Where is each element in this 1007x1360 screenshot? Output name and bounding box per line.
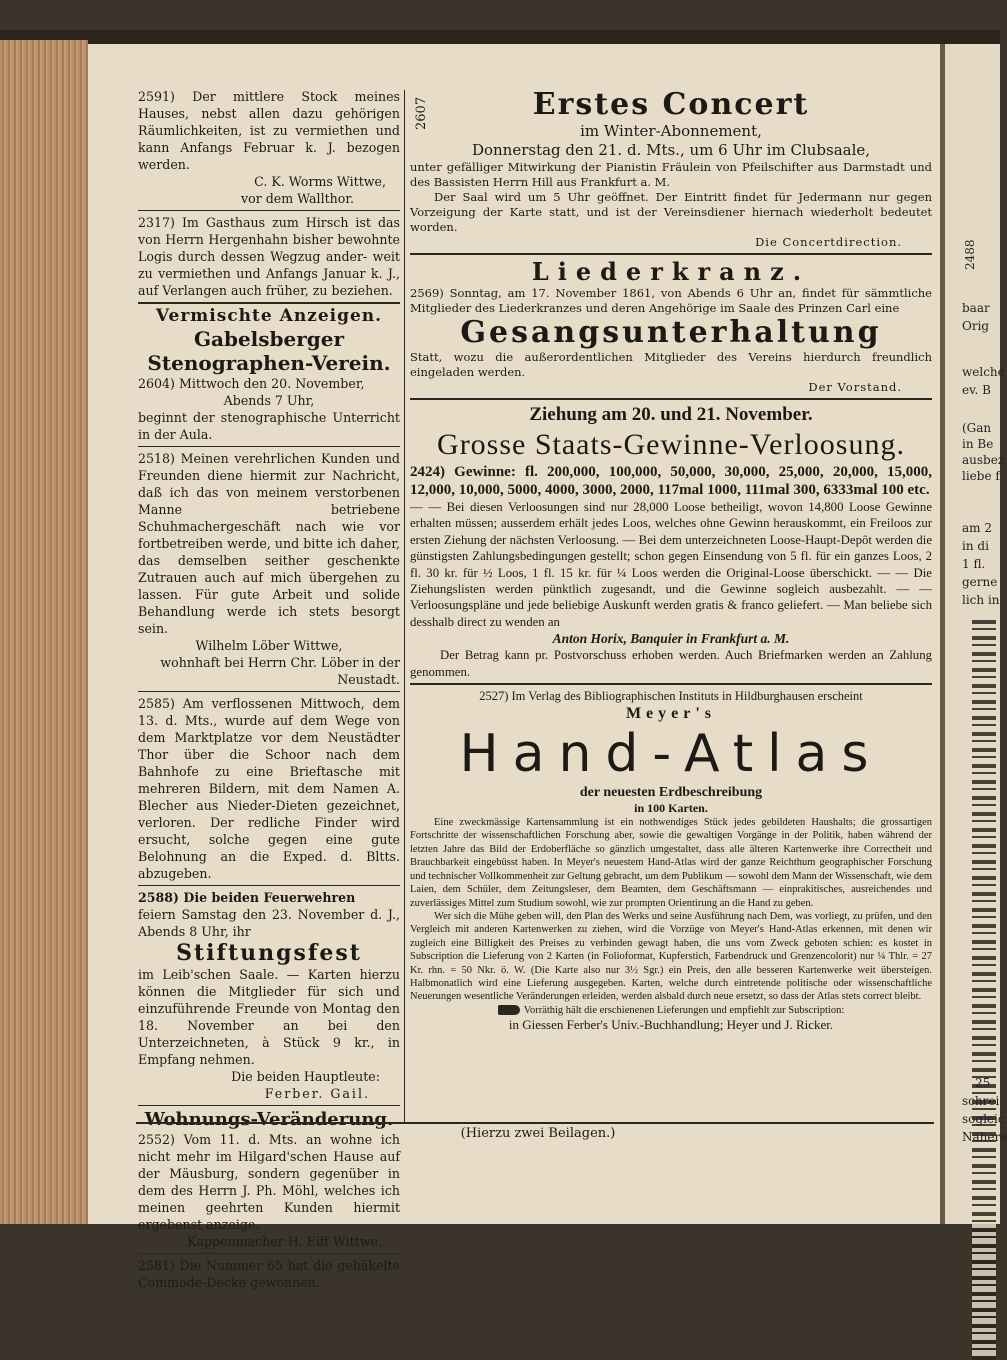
sliver-line: 1 fl. (962, 557, 986, 571)
ad-2604 (138, 375, 400, 443)
ad-signature: Wilhelm Löber Wittwe, (195, 638, 343, 653)
event-title: Gesangsunterhaltung (460, 315, 882, 350)
lottery-heading: Ziehung am 20. und 21. November. (529, 404, 813, 425)
ad-signature: Die Concertdirection. (755, 235, 902, 249)
ad-text (410, 1004, 932, 1017)
ad-text: in Giessen Ferber's Univ.-Buchhandlung; Heyer und J. Ricker. (508, 1017, 834, 1033)
lottery-title: Grosse Staats-Gewinne-Verloosung. (437, 428, 905, 461)
ad-signature: C. K. Worms Wittwe, (254, 174, 386, 189)
ad-text: — — Bei diesen Verloosungen sind nur 28,000 Loose betheiligt, wovon 14,800 Loose Gewinne erhalten müssen; ausserdem erhält jedes Loos, welches ohne Gewinn herauskommt, ein Freiloos zur ersten Ziehung der nächsten Verloosung. — Bei dem unterzeichneten Loose-Haupt-Depôt werden die günstigsten Zahlungsbedingungen gestellt; schon gegen Einsendung von 5 fl. für ein ganzes Loos, 2 fl. 30 kr. für ½ Loos, 1 fl. 15 kr. für ¼ Loos werden die Original-Loose überschickt. — — Die Ziehungslisten werden pünktlich zugesandt, und die Gewinne sogleich ausbezahlt. — — Verloosungspläne und jede beliebige Auskunft werden gratis & franco geliefert. — Man beliebe sich desshalb direct zu wenden an (410, 500, 932, 629)
page-footer: (Hierzu zwei Beilagen.) (460, 1126, 616, 1141)
page-number: 2607 (414, 96, 429, 130)
divider (138, 1253, 400, 1254)
ad-signature: Kappenmacher H. Eiff Wittwe. (187, 1234, 382, 1249)
ad-signature: Anton Horix, Banquier in Frankfurt a. M. (552, 631, 790, 647)
ad-text: 2317) Im Gasthaus zum Hirsch ist das von Herrn Hergenhahn bisher bewohnte Logis durch dessen Wegzug ander- weit zu vermiethen und Anfangs Januar k. J., auf Verlangen auch früher, zu beziehen. (138, 215, 400, 298)
atlas-subtitle: der neuesten Erdbeschreibung (579, 785, 763, 801)
left-column (138, 88, 400, 1291)
section-heading: Wohnungs-Veränderung. (144, 1109, 394, 1130)
liederkranz-ad (410, 258, 932, 395)
ad-text: Der Saal wird um 5 Uhr geöffnet. Der Eintritt findet für Jedermann nur gegen Vorzeigung der Karte statt, und ist der Vereinsdiener hiernach wiederholt bedeutet worden. (410, 190, 932, 234)
sliver-line: lich in (962, 593, 1000, 607)
ad-text: feiern Samstag den 23. November d. J., Abends 8 Uhr, ihr (138, 907, 400, 939)
book-page-edges (0, 40, 88, 1224)
decorative-border-ornament (972, 620, 996, 1360)
ad-text: Der Betrag kann pr. Postvorschuss erhoben werden. Auch Briefmarken werden an Zahlung genommen. (410, 648, 932, 679)
ad-signature: vor dem Wallthor. (241, 191, 354, 206)
sliver-line: am 2 (962, 521, 992, 535)
concert-subtitle: im Winter-Abonnement, (580, 122, 762, 140)
ad-text: im Leib'schen Saale. — Karten hierzu können die Mitglieder für sich und einzuführende Freunde von Montag den 18. November an bei den Unterzeichneten, à Stück 9 kr., in Empfang nehmen. (138, 967, 400, 1067)
section-heading: Vermischte Anzeigen. (155, 306, 383, 326)
ad-signature: Die beiden Hauptleute: (231, 1069, 380, 1084)
org-name: Gabelsberger (193, 327, 345, 351)
sliver-line: gerne (962, 575, 998, 589)
ad-text: 2591) Der mittlere Stock meines Hauses, nebst allen dazu gehörigen Räumlichkeiten, ist zu vermiethen und kann Anfangs Februar k. J. bezogen werden. (138, 89, 400, 172)
lottery-prizes: 2424) Gewinne: fl. 200,000, 100,000, 50,000, 30,000, 25,000, 20,000, 15,000, 12,000, 10,000, 5000, 4000, 3000, 2000, 117mal 1000, 111mal 300, 6333mal 100 etc. (410, 464, 932, 498)
sliver-line: sogleic (962, 1112, 1005, 1126)
ad-signature: Der Vorstand. (808, 380, 902, 394)
ad-text: Wer sich die Mühe geben will, den Plan des Werks und seine Ausführung nach Dem, was vorliegt, zu prüfen, und den Vergleich mit anderen Kartenwerken zu ziehen, wird die Vorzüge von Meyer's Hand-Atlas erkennen, mit denen wir zugleich eine Billigkeit des Preises zu verbinden gewagt haben, die uns vom Zweck geboten schien: es kostet in Subscription die Lieferung von 2 Karten (in Folioformat, Kupferstich, Farbendruck und Grenzencolorit) nur ¼ Thlr. = 27 Kr. rhn. = 50 Nkr. ö. W. (Die Karte also nur 3½ Sgr.) ein Preis, den alle besseren Kartenwerke weit übersteigen. Halbmonatlich wird eine Lieferung ausgegeben. Karten, welche durch eintretende politische oder wissenschaftliche Neuerungen wesentliche Veränderungen erleiden, werden alsbald durch neue ersetzt, so dass der Atlas stets correct bleibt. (410, 910, 932, 1003)
ad-text: unter gefälliger Mitwirkung der Pianistin Fräulein von Pfeilschifter aus Darmstadt und des Bassisten Herrn Hill aus Frankfurt a. M. (410, 160, 932, 189)
divider (138, 691, 400, 692)
ad-text: 2588) Die beiden Feuerwehren (138, 890, 356, 905)
ad-signature: wohnhaft bei Herrn Chr. Löber in der Neustadt. (160, 655, 400, 687)
atlas-subtitle: in 100 Karten. (634, 801, 708, 816)
ad-2581 (138, 1257, 400, 1291)
ad-2518 (138, 450, 400, 688)
sliver-line: in Be (962, 437, 994, 451)
ad-text: 2604) Mittwoch den 20. November, (138, 376, 365, 391)
ad-text: Statt, wozu die außerordentlichen Mitglieder des Vereins hierdurch freundlich eingeladen werden. (410, 350, 932, 379)
right-column (410, 88, 932, 1033)
sliver-line: welche (962, 365, 1005, 379)
ad-text: 2569) Sonntag, am 17. November 1861, von Abends 6 Uhr an, findet für sämmtliche Mitglieder des Liederkranzes und deren Angehörige im Saale des Prinzen Carl eine (410, 286, 932, 315)
ad-text: beginnt der stenographische Unterricht in der Aula. (138, 410, 400, 442)
ad-2588 (138, 889, 400, 1102)
ad-2317 (138, 214, 400, 299)
ad-2552 (138, 1131, 400, 1250)
sliver-line: ausbez (962, 453, 1005, 467)
sliver-line: liebe f (962, 469, 1000, 483)
divider (410, 683, 932, 685)
divider (138, 1105, 400, 1106)
ad-text: Vorräthig hält die erschienenen Lieferungen und empfiehlt zur Subscription: (523, 1004, 845, 1016)
column-divider (404, 90, 405, 1123)
ad-text: 2552) Vom 11. d. Mts. an wohne ich nicht mehr im Hilgard'schen Hause auf der Mäusburg, sondern gegenüber in dem des Herrn J. Ph. Möhl, welches ich meinen geehrten Kunden hiermit ergebenst anzeige. (138, 1132, 400, 1232)
divider (136, 1122, 934, 1124)
sliver-line: schrei (962, 1094, 1000, 1108)
adjacent-page-number: 2488 (963, 239, 977, 270)
ad-signature: Ferber. Gail. (264, 1086, 370, 1101)
sliver-line: Nähere (962, 1130, 1007, 1144)
concert-title: Erstes Concert (532, 87, 810, 122)
event-title: Stiftungsfest (176, 940, 362, 966)
sliver-line: ev. B (962, 383, 991, 397)
ad-text: 2527) Im Verlag des Bibliographischen Instituts in Hildburghausen erscheint (479, 689, 863, 704)
concert-ad (410, 88, 932, 250)
liederkranz-title: Liederkranz. (531, 257, 811, 286)
atlas-ad (410, 688, 932, 1033)
ad-text: 2585) Am verflossenen Mittwoch, dem 13. d. Mts., wurde auf dem Wege von dem Marktplatze vor dem Neustädter Thor über die Schoor nach dem Bahnhofe zu eine Brieftasche mit mehreren Bildern, mit dem Namen A. Blecher aus Nieder-Dieten gezeichnet, verloren. Der redliche Finder wird ersucht, solche gegen eine gute Belohnung an die Exped. d. Bltts. abzugeben. (138, 696, 400, 881)
ad-text: 2581) Die Nummer 65 hat die gehäkelte Commode-Decke gewonnen. (138, 1258, 400, 1290)
divider (138, 210, 400, 211)
divider (410, 398, 932, 400)
ad-text: 2518) Meinen verehrlichen Kunden und Freunden diene hiermit zur Nachricht, daß ich das von meinem verstorbenen Manne betriebene Schuhmachergeschäft nach wie vor fortbetreiben werde, und bitte ich daher, das demselben seither geschenkte Zutrauen auch auf mich übergehen zu lassen. Für gute Arbeit und solide Behandlung werde ich stets besorgt sein. (138, 451, 400, 636)
sliver-line: in di (962, 539, 989, 553)
divider (138, 446, 400, 447)
concert-date: Donnerstag den 21. d. Mts., um 6 Uhr im Clubsaale, (471, 141, 871, 159)
sliver-line: baar (962, 301, 990, 315)
org-name: Stenographen-Verein. (147, 351, 391, 375)
lottery-ad (410, 403, 932, 680)
ad-2585 (138, 695, 400, 882)
sliver-line: (Gan (962, 421, 992, 435)
sliver-line: Orig (962, 319, 990, 333)
atlas-title: Hand-Atlas (459, 724, 883, 785)
divider (138, 885, 400, 886)
atlas-brand: Meyer's (625, 705, 717, 723)
ad-text: Eine zweckmässige Kartensammlung ist ein nothwendiges Stück jedes gebildeten Haushalts; die grossartigen Fortschritte der wissenschaftlichen Forschung aber, sowie die gewaltigen Vorgänge in der Politik, haben während der letzten Jahre das Bild der Erdoberfläche so gänzlich umgestaltet, dass alle älteren Kartenwerke ihre Correctheit und Brauchbarkeit eingebüsst haben. In Meyer's neuestem Hand-Atlas wird der ganze Reichthum geographischer Forschung und technischer Vollkommenheit zur Geltung gebracht, um dem Publikum — sowohl dem Mann der Wissenschaft, wie dem Laien, dem Schüler, dem Zeitungsleser, dem Beamten, dem Geschäftsmann — einprakitisches, ausreichendes und zuverlässiges Mittel zum Studium sowohl, wie zur prompten Orientirung an die Hand zu geben. (410, 817, 932, 909)
ad-2591 (138, 88, 400, 207)
divider (138, 302, 400, 304)
ad-text: Abends 7 Uhr, (223, 393, 315, 408)
pointing-hand-icon (498, 1005, 520, 1015)
divider (410, 253, 932, 255)
sliver-line: 25 (975, 1076, 991, 1090)
book-top-shadow (0, 30, 1000, 44)
